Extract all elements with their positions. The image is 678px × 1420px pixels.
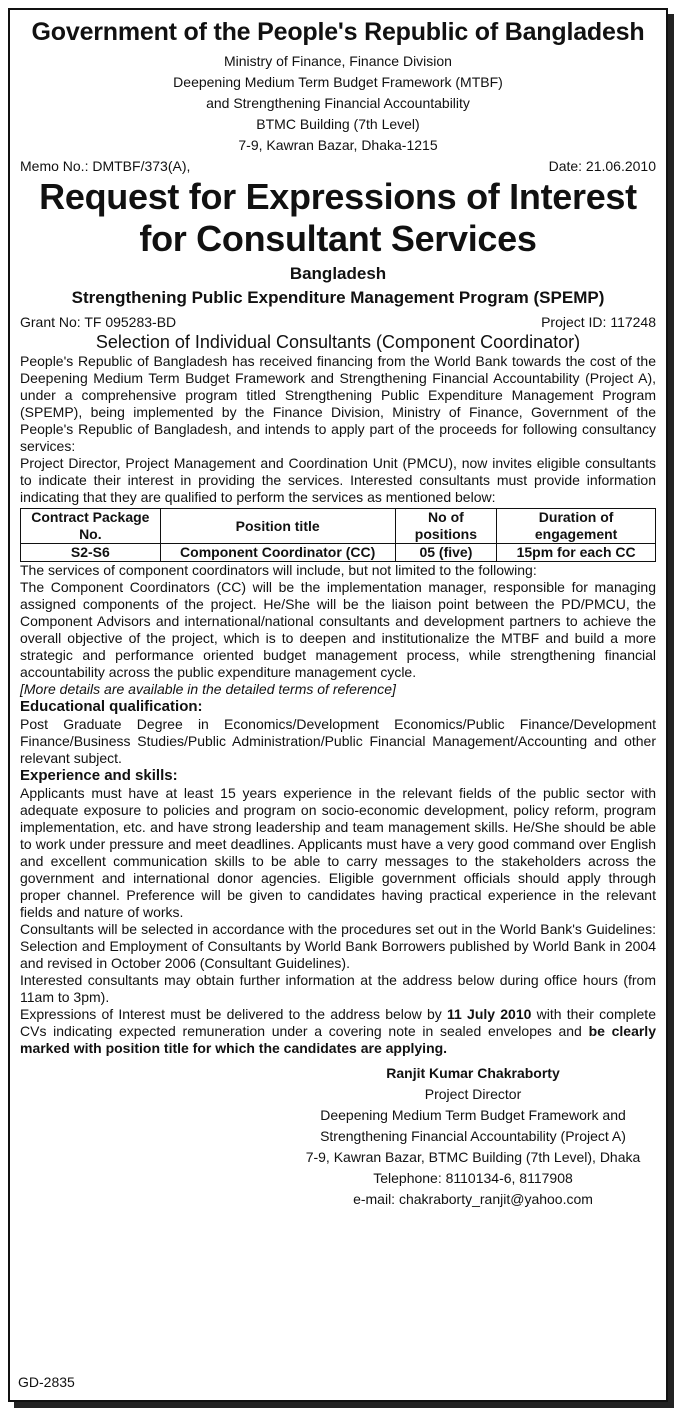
grant-number: Grant No: TF 095283-BD (20, 314, 177, 330)
delivery-text: with their complete CVs indicating expected remuneration under a covering note in sealed envelopes and (20, 1006, 656, 1039)
terms-note: [More details are available in the detailed terms of reference] (20, 681, 396, 697)
title-line-1: Request for Expressions of Interest (39, 176, 637, 217)
education-body: Post Graduate Degree in Economics/Development Economics/Public Finance/Development Finance/Business Studies/Public Administration/Public Financial Management/Accounting and other relevant subject. (20, 716, 656, 766)
delivery-paragraph (20, 1006, 656, 1057)
program-name: Strengthening Public Expenditure Management Program (SPEMP) (71, 288, 605, 307)
ministry-line: Ministry of Finance, Finance Division (224, 53, 452, 69)
memo-row (20, 158, 656, 174)
experience-body: Applicants must have at least 15 years experience in the relevant fields of the public sector with adequate exposure to policies and program on socio-economic development, policy reform, program implementation, etc. and have strong leadership and team management skills. He/She should be able to work under pressure and meet deadlines. Applicants must have a very good command over English and excellent communication skills to be able to carry messages to the stakeholders across the government and international donor agencies. Eligible government officials should apply through proper channel. Preference will be given to candidates having practical experience in the relevant fields and nature of works. (20, 785, 656, 920)
table-cell: Component Coordinator (CC) (160, 544, 395, 562)
advertisement-page (8, 8, 668, 1402)
signature-block (290, 1063, 656, 1210)
memo-date: Date: 21.06.2010 (548, 158, 656, 174)
country: Bangladesh (289, 264, 387, 283)
government-title: Government of the People's Republic of Bangladesh (31, 18, 645, 46)
delivery-text: Expressions of Interest must be delivered to the address below by (20, 1006, 448, 1022)
signature-line: Strengthening Financial Accountability (Project A) (320, 1128, 626, 1144)
services-intro: The services of component coordinators will include, but not limited to the following: (20, 562, 537, 578)
signature-line: Deepening Medium Term Budget Framework and (320, 1107, 626, 1123)
ministry-line: BTMC Building (7th Level) (256, 116, 420, 132)
signature-line: Project Director (424, 1086, 522, 1102)
email: e-mail: chakraborty_ranjit@yahoo.com (353, 1191, 593, 1207)
title-line-2: for Consultant Services (139, 218, 537, 259)
table-header: Position title (160, 509, 395, 544)
marking-instruction: be clearly marked with position title for which the candidates are applying. (20, 1023, 656, 1056)
table-cell: S2-S6 (21, 544, 161, 562)
ministry-line: and Strengthening Financial Accountability (206, 95, 470, 111)
experience-heading: Experience and skills: (20, 767, 178, 784)
ministry-line: Deepening Medium Term Budget Framework (MTBF) (173, 74, 503, 90)
table-header: Contract Package No. (21, 509, 161, 544)
reference-code: GD-2835 (18, 1374, 75, 1390)
education-heading: Educational qualification: (20, 698, 203, 715)
table-cell: 15pm for each CC (497, 544, 656, 562)
info-paragraph: Interested consultants may obtain further information at the address below during office hours (from 11am to 3pm). (20, 972, 656, 1005)
table-cell: 05 (five) (395, 544, 497, 562)
grant-row (20, 314, 656, 330)
deadline-date: 11 July 2010 (447, 1006, 532, 1022)
table-header: No of positions (395, 509, 497, 544)
selection-heading: Selection of Individual Consultants (Component Coordinator) (95, 332, 581, 352)
ministry-address (20, 51, 656, 156)
table-header: Duration of engagement (497, 509, 656, 544)
memo-number: Memo No.: DMTBF/373(A), (20, 158, 191, 174)
intro-paragraph: People's Republic of Bangladesh has received financing from the World Bank towards the cost of the Deepening Medium Term Budget Framework and Strengthening Financial Accountability (Project A), under a comprehensive program titled Strengthening Public Expenditure Management Program (SPEMP), being implemented by the Finance Division, Ministry of Finance, Government of the People's Republic of Bangladesh, and intends to apply part of the proceeds for following consultancy services: (20, 353, 656, 454)
ministry-line: 7-9, Kawran Bazar, Dhaka-1215 (238, 137, 438, 153)
telephone: Telephone: 8110134-6, 8117908 (373, 1170, 573, 1186)
invitation-paragraph: Project Director, Project Management and Coordination Unit (PMCU), now invites eligible consultants to indicate their interest in providing the services. Interested consultants must provide information indicating that they are qualified to perform the services as mentioned below: (20, 455, 656, 505)
positions-table (20, 508, 656, 562)
page-title (20, 176, 656, 260)
table-row (21, 544, 656, 562)
services-body: The Component Coordinators (CC) will be the implementation manager, responsible for managing assigned components of the project. He/She will be the liaison point between the PD/PMCU, the Component Advisors and international/national consultants and development partners to achieve the overall objective of the project, which is to deepen and institutionalize the MTBF and build a more strategic and performance oriented budget management process, while strengthening financial accountability across the public expenditure management cycle. (20, 579, 656, 680)
signature-line: 7-9, Kawran Bazar, BTMC Building (7th Level), Dhaka (305, 1149, 641, 1165)
selection-paragraph: Consultants will be selected in accordance with the procedures set out in the World Bank's Guidelines: Selection and Employment of Consultants by World Bank Borrowers published by World Bank in 2004 and revised in October 2006 (Consultant Guidelines). (20, 921, 656, 971)
table-header-row (21, 509, 656, 544)
signatory-name: Ranjit Kumar Chakraborty (386, 1065, 560, 1081)
project-id: Project ID: 117248 (541, 314, 656, 330)
